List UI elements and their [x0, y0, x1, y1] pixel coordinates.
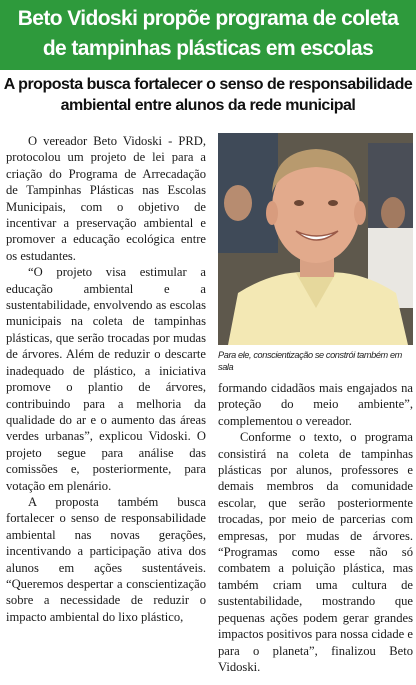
- body-paragraph: Conforme o texto, o programa consistirá na coleta de tampinhas plásticas por alunos, professores e demais membros da comunidade escolar, que serão posteriormente trocadas, por meio de parcerias com empresas, por mudas de árvores. “Programas como esse não só combatem a poluição plástica, mas também criam uma cultura de sustentabilidade, mostrando que pequenas ações podem gerar grandes impactos positivos para nossa cidade e para o planeta”, finalizou Beto Vidoski.: [218, 430, 413, 674]
- subheadline-line-1: A proposta busca fortalecer o senso de responsabilidade: [3, 76, 413, 93]
- photo-caption: Para ele, conscientização se constrói também em sala: [218, 350, 402, 372]
- article-column-right: [218, 380, 413, 675]
- headline-line-2: de tampinhas plásticas em escolas: [42, 37, 374, 60]
- headline: [0, 4, 416, 64]
- article-photo: [218, 133, 413, 345]
- portrait-illustration: [218, 133, 413, 345]
- body-paragraph: “O projeto visa estimular a educação ambiental e a sustentabilidade, envolvendo as escolas municipais na coleta de tampinhas plásticas, que serão trocadas por mudas de árvores. Além de reduzir o descarte inadequado de plástico, a iniciativa promove o plantio de árvores, contribuindo para a melhoria da qualidade do ar e o aumento das áreas verdes urbanas”, explicou Vidoski. O projeto segue para análise das comissões e, posteriormente, para votação em plenário.: [6, 265, 206, 493]
- body-paragraph: O vereador Beto Vidoski - PRD, protocolou um projeto de lei para a criação do Programa de Arrecadação de Tampinhas Plásticas nas Escolas Municipais, com o objetivo de incentivar a preservação ambiental e promover a educação ecológica entre os estudantes.: [6, 134, 206, 263]
- body-paragraph: formando cidadãos mais engajados na proteção do meio ambiente”, complementou o vereador.: [218, 381, 413, 428]
- body-paragraph: A proposta também busca fortalecer o senso de responsabilidade ambiental nas novas gerações, incentivando a participação ativa dos alunos em ações sustentáveis. “Queremos despertar a conscientização sobre a necessidade de reduzir o impacto ambiental do lixo plástico,: [6, 494, 206, 624]
- headline-line-1: Beto Vidoski propõe programa de coleta: [17, 7, 399, 30]
- subheadline: [0, 74, 416, 116]
- article-column-left: [6, 133, 206, 625]
- subheadline-line-2: ambiental entre alunos da rede municipal: [60, 97, 356, 114]
